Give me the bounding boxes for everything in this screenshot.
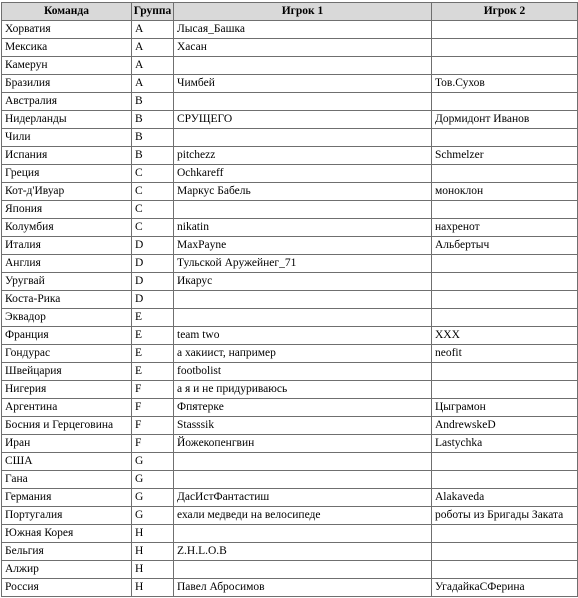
- player-2-cell[interactable]: AndrewskeD: [432, 417, 578, 435]
- team-cell[interactable]: Гондурас: [2, 345, 132, 363]
- team-cell[interactable]: Испания: [2, 147, 132, 165]
- team-cell[interactable]: Италия: [2, 237, 132, 255]
- team-cell[interactable]: Камерун: [2, 57, 132, 75]
- player-1-cell[interactable]: Фпятерке: [174, 399, 432, 417]
- player-1-cell[interactable]: [174, 291, 432, 309]
- team-cell[interactable]: Гана: [2, 471, 132, 489]
- table-row: [2, 291, 578, 309]
- table-row: [2, 57, 578, 75]
- player-1-cell[interactable]: nikatin: [174, 219, 432, 237]
- table-row: [2, 75, 578, 93]
- groups-table: [1, 2, 578, 597]
- player-1-cell[interactable]: Z.H.L.O.B: [174, 543, 432, 561]
- group-cell[interactable]: G: [132, 507, 174, 525]
- player-2-cell[interactable]: [432, 255, 578, 273]
- player-2-cell[interactable]: роботы из Бригады Заката: [432, 507, 578, 525]
- team-cell[interactable]: Бельгия: [2, 543, 132, 561]
- group-cell[interactable]: D: [132, 273, 174, 291]
- player-1-cell[interactable]: Йожекопенгвин: [174, 435, 432, 453]
- player-2-cell[interactable]: Alakaveda: [432, 489, 578, 507]
- team-cell[interactable]: Алжир: [2, 561, 132, 579]
- player-1-cell[interactable]: Лысая_Башка: [174, 21, 432, 39]
- player-2-cell[interactable]: [432, 165, 578, 183]
- table-row: [2, 129, 578, 147]
- player-1-cell[interactable]: Хасан: [174, 39, 432, 57]
- header-player-1: Игрок 1: [174, 3, 432, 21]
- team-cell[interactable]: США: [2, 453, 132, 471]
- team-cell[interactable]: Англия: [2, 255, 132, 273]
- player-2-cell[interactable]: нахренот: [432, 219, 578, 237]
- player-1-cell[interactable]: а хакиист, например: [174, 345, 432, 363]
- table-row: [2, 525, 578, 543]
- team-cell[interactable]: Коста-Рика: [2, 291, 132, 309]
- group-cell[interactable]: G: [132, 453, 174, 471]
- table-row: [2, 219, 578, 237]
- group-cell[interactable]: H: [132, 543, 174, 561]
- team-cell[interactable]: Южная Корея: [2, 525, 132, 543]
- player-2-cell[interactable]: Дормидонт Иванов: [432, 111, 578, 129]
- player-1-cell[interactable]: Павел Абросимов: [174, 579, 432, 597]
- player-1-cell[interactable]: [174, 201, 432, 219]
- table-row: [2, 363, 578, 381]
- player-2-cell[interactable]: [432, 39, 578, 57]
- table-row: [2, 111, 578, 129]
- player-1-cell[interactable]: Чимбей: [174, 75, 432, 93]
- table-body: [2, 21, 578, 597]
- player-1-cell[interactable]: СРУЩЕГО: [174, 111, 432, 129]
- player-1-cell[interactable]: Тульской Аружейнег_71: [174, 255, 432, 273]
- player-2-cell[interactable]: [432, 561, 578, 579]
- header-team: Команда: [2, 3, 132, 21]
- group-cell[interactable]: E: [132, 363, 174, 381]
- table-row: [2, 399, 578, 417]
- table-row: [2, 417, 578, 435]
- player-2-cell[interactable]: Schmelzer: [432, 147, 578, 165]
- group-cell[interactable]: A: [132, 39, 174, 57]
- group-cell[interactable]: C: [132, 219, 174, 237]
- player-2-cell[interactable]: [432, 363, 578, 381]
- player-2-cell[interactable]: Lastychka: [432, 435, 578, 453]
- team-cell[interactable]: Греция: [2, 165, 132, 183]
- player-2-cell[interactable]: моноклон: [432, 183, 578, 201]
- player-2-cell[interactable]: [432, 273, 578, 291]
- player-1-cell[interactable]: footbolist: [174, 363, 432, 381]
- group-cell[interactable]: F: [132, 381, 174, 399]
- group-cell[interactable]: G: [132, 471, 174, 489]
- player-1-cell[interactable]: MaxPayne: [174, 237, 432, 255]
- group-cell[interactable]: D: [132, 291, 174, 309]
- header-row: [2, 3, 578, 21]
- header-player-2: Игрок 2: [432, 3, 578, 21]
- player-2-cell[interactable]: [432, 291, 578, 309]
- player-1-cell[interactable]: [174, 453, 432, 471]
- table-row: [2, 147, 578, 165]
- group-cell[interactable]: C: [132, 165, 174, 183]
- player-2-cell[interactable]: Цыграмон: [432, 399, 578, 417]
- group-cell[interactable]: F: [132, 417, 174, 435]
- player-1-cell[interactable]: [174, 309, 432, 327]
- team-cell[interactable]: Португалия: [2, 507, 132, 525]
- player-2-cell[interactable]: [432, 129, 578, 147]
- header-group: Группа: [132, 3, 174, 21]
- team-cell[interactable]: Франция: [2, 327, 132, 345]
- table-row: [2, 471, 578, 489]
- team-cell[interactable]: Колумбия: [2, 219, 132, 237]
- group-cell[interactable]: F: [132, 435, 174, 453]
- player-2-cell[interactable]: [432, 543, 578, 561]
- team-cell[interactable]: Нидерланды: [2, 111, 132, 129]
- player-2-cell[interactable]: neofit: [432, 345, 578, 363]
- player-2-cell[interactable]: XXX: [432, 327, 578, 345]
- player-1-cell[interactable]: ехали медведи на велосипеде: [174, 507, 432, 525]
- team-cell[interactable]: Эквадор: [2, 309, 132, 327]
- table-row: [2, 201, 578, 219]
- team-cell[interactable]: Россия: [2, 579, 132, 597]
- player-1-cell[interactable]: Ochkareff: [174, 165, 432, 183]
- player-2-cell[interactable]: [432, 525, 578, 543]
- player-1-cell[interactable]: Маркус Бабель: [174, 183, 432, 201]
- table-row: [2, 183, 578, 201]
- group-cell[interactable]: G: [132, 489, 174, 507]
- table-row: [2, 579, 578, 597]
- table-row: [2, 453, 578, 471]
- team-cell[interactable]: Германия: [2, 489, 132, 507]
- group-cell[interactable]: C: [132, 183, 174, 201]
- player-2-cell[interactable]: [432, 21, 578, 39]
- group-cell[interactable]: B: [132, 147, 174, 165]
- table-row: [2, 165, 578, 183]
- team-cell[interactable]: Чили: [2, 129, 132, 147]
- player-2-cell[interactable]: [432, 93, 578, 111]
- player-2-cell[interactable]: [432, 381, 578, 399]
- group-cell[interactable]: B: [132, 111, 174, 129]
- player-2-cell[interactable]: [432, 309, 578, 327]
- team-cell[interactable]: Австралия: [2, 93, 132, 111]
- player-1-cell[interactable]: Stasssik: [174, 417, 432, 435]
- group-cell[interactable]: A: [132, 75, 174, 93]
- player-1-cell[interactable]: [174, 57, 432, 75]
- table-row: [2, 327, 578, 345]
- table-row: [2, 381, 578, 399]
- team-cell[interactable]: Иран: [2, 435, 132, 453]
- team-cell[interactable]: Босния и Герцеговина: [2, 417, 132, 435]
- group-cell[interactable]: B: [132, 93, 174, 111]
- team-cell[interactable]: Аргентина: [2, 399, 132, 417]
- team-cell[interactable]: Кот-д'Ивуар: [2, 183, 132, 201]
- group-cell[interactable]: A: [132, 21, 174, 39]
- group-cell[interactable]: F: [132, 399, 174, 417]
- team-cell[interactable]: Швейцария: [2, 363, 132, 381]
- group-cell[interactable]: H: [132, 579, 174, 597]
- table-row: [2, 39, 578, 57]
- player-1-cell[interactable]: Икарус: [174, 273, 432, 291]
- player-1-cell[interactable]: [174, 525, 432, 543]
- player-1-cell[interactable]: team two: [174, 327, 432, 345]
- table-row: [2, 345, 578, 363]
- player-2-cell[interactable]: [432, 57, 578, 75]
- group-cell[interactable]: E: [132, 327, 174, 345]
- table-row: [2, 93, 578, 111]
- player-2-cell[interactable]: [432, 201, 578, 219]
- team-cell[interactable]: Хорватия: [2, 21, 132, 39]
- player-1-cell[interactable]: [174, 129, 432, 147]
- team-cell[interactable]: Бразилия: [2, 75, 132, 93]
- table-row: [2, 273, 578, 291]
- team-cell[interactable]: Япония: [2, 201, 132, 219]
- player-2-cell[interactable]: УгадайкаСФерина: [432, 579, 578, 597]
- table-row: [2, 507, 578, 525]
- group-cell[interactable]: E: [132, 345, 174, 363]
- player-2-cell[interactable]: [432, 453, 578, 471]
- group-cell[interactable]: D: [132, 237, 174, 255]
- table-row: [2, 309, 578, 327]
- player-2-cell[interactable]: Альбертыч: [432, 237, 578, 255]
- table-row: [2, 561, 578, 579]
- group-cell[interactable]: H: [132, 561, 174, 579]
- player-1-cell[interactable]: [174, 471, 432, 489]
- group-cell[interactable]: C: [132, 201, 174, 219]
- player-1-cell[interactable]: а я и не придуриваюсь: [174, 381, 432, 399]
- team-cell[interactable]: Мексика: [2, 39, 132, 57]
- player-1-cell[interactable]: pitchezz: [174, 147, 432, 165]
- group-cell[interactable]: A: [132, 57, 174, 75]
- team-cell[interactable]: Уругвай: [2, 273, 132, 291]
- player-1-cell[interactable]: ДасИстФантастиш: [174, 489, 432, 507]
- player-2-cell[interactable]: Тов.Сухов: [432, 75, 578, 93]
- player-1-cell[interactable]: [174, 561, 432, 579]
- player-1-cell[interactable]: [174, 93, 432, 111]
- group-cell[interactable]: D: [132, 255, 174, 273]
- table-row: [2, 237, 578, 255]
- group-cell[interactable]: B: [132, 129, 174, 147]
- table-row: [2, 489, 578, 507]
- group-cell[interactable]: H: [132, 525, 174, 543]
- group-cell[interactable]: E: [132, 309, 174, 327]
- team-cell[interactable]: Нигерия: [2, 381, 132, 399]
- table-row: [2, 435, 578, 453]
- player-2-cell[interactable]: [432, 471, 578, 489]
- table-row: [2, 255, 578, 273]
- table-row: [2, 21, 578, 39]
- table-row: [2, 543, 578, 561]
